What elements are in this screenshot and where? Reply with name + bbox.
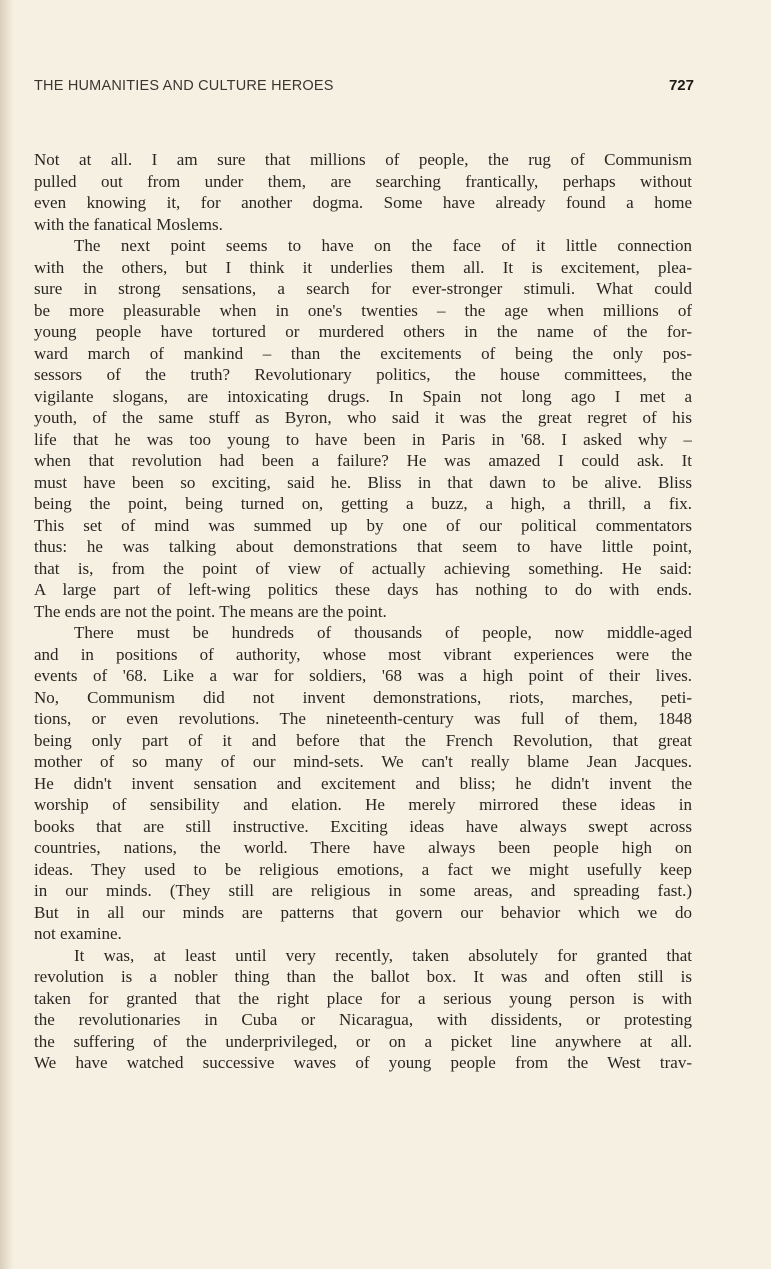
book-spine-shadow <box>0 0 14 1269</box>
running-head <box>34 78 694 98</box>
text-line: Not at all. I am sure that millions of people, the rug of Communism <box>34 150 692 169</box>
text-line: worship of sensibility and elation. He merely mirrored these ideas in <box>34 795 692 814</box>
paragraph-first-line: The next point seems to have on the face of it little connection <box>74 236 692 255</box>
text-line: youth, of the same stuff as Byron, who said it was the great regret of his <box>34 408 692 427</box>
book-page <box>34 0 694 1269</box>
text-line: sessors of the truth? Revolutionary politics, the house committees, the <box>34 365 692 384</box>
text-line: We have watched successive waves of young people from the West trav- <box>34 1053 692 1072</box>
text-line: being only part of it and before that the French Revolution, that great <box>34 730 692 750</box>
paragraph-first-line: There must be hundreds of thousands of people, now middle-aged <box>74 623 692 642</box>
text-line: the revolutionaries in Cuba or Nicaragua, with dissidents, or protesting <box>34 1010 692 1029</box>
running-title: THE HUMANITIES AND CULTURE HEROES <box>34 78 334 94</box>
body-text <box>34 149 692 1074</box>
text-line: The ends are not the point. The means are the point. <box>34 601 387 621</box>
text-line: young people have tortured or murdered others in the name of the for- <box>34 322 692 341</box>
text-line: This set of mind was summed up by one of our political commentators <box>34 515 692 535</box>
text-line: life that he was too young to have been in Paris in '68. I asked why – <box>34 429 692 449</box>
text-line: countries, nations, the world. There have always been people high on <box>34 838 692 857</box>
text-line: mother of so many of our mind-sets. We can't really blame Jean Jacques. <box>34 752 692 771</box>
text-line: pulled out from under them, are searching frantically, perhaps without <box>34 171 692 191</box>
page-number: 727 <box>668 77 694 94</box>
text-line: ideas. They used to be religious emotions, a fact we might usefully keep <box>34 859 692 879</box>
text-line: He didn't invent sensation and excitement and bliss; he didn't invent the <box>34 773 692 793</box>
text-line: even knowing it, for another dogma. Some have already found a home <box>34 193 692 212</box>
text-line: with the others, but I think it underlies them all. It is excitement, plea- <box>34 257 692 277</box>
text-line: A large part of left-wing politics these days has nothing to do with ends. <box>34 580 692 599</box>
text-line: No, Communism did not invent demonstrations, riots, marches, peti- <box>34 687 692 707</box>
text-line: thus: he was talking about demonstrations that seem to have little point, <box>34 537 692 556</box>
text-line: and in positions of authority, whose most vibrant experiences were the <box>34 644 692 664</box>
text-line: revolution is a nobler thing than the ballot box. It was and often still is <box>34 967 692 986</box>
text-line: the suffering of the underprivileged, or on a picket line anywhere at all. <box>34 1031 692 1051</box>
text-line: must have been so exciting, said he. Bliss in that dawn to be alive. Bliss <box>34 472 692 492</box>
text-line: in our minds. (They still are religious in some areas, and spreading fast.) <box>34 881 692 900</box>
text-line: ward march of mankind – than the excitements of being the only pos- <box>34 343 692 363</box>
text-line: vigilante slogans, are intoxicating drugs. In Spain not long ago I met a <box>34 386 692 406</box>
text-line: with the fanatical Moslems. <box>34 214 223 234</box>
paragraph-first-line: It was, at least until very recently, taken absolutely for granted that <box>74 945 692 965</box>
text-line: be more pleasurable when in one's twenties – the age when millions of <box>34 300 692 320</box>
text-line: being the point, being turned on, getting a buzz, a high, a thrill, a fix. <box>34 494 692 513</box>
text-line: events of '68. Like a war for soldiers, '68 was a high point of their lives. <box>34 666 692 685</box>
text-line: taken for granted that the right place for a serious young person is with <box>34 988 692 1008</box>
text-line: not examine. <box>34 924 122 943</box>
text-line: when that revolution had been a failure? He was amazed I could ask. It <box>34 451 692 470</box>
text-line: books that are still instructive. Exciting ideas have always swept across <box>34 816 692 836</box>
text-line: But in all our minds are patterns that govern our behavior which we do <box>34 902 692 922</box>
text-line: tions, or even revolutions. The nineteenth-century was full of them, 1848 <box>34 709 692 728</box>
text-line: that is, from the point of view of actually achieving something. He said: <box>34 558 692 578</box>
text-line: sure in strong sensations, a search for ever-stronger stimuli. What could <box>34 279 692 298</box>
